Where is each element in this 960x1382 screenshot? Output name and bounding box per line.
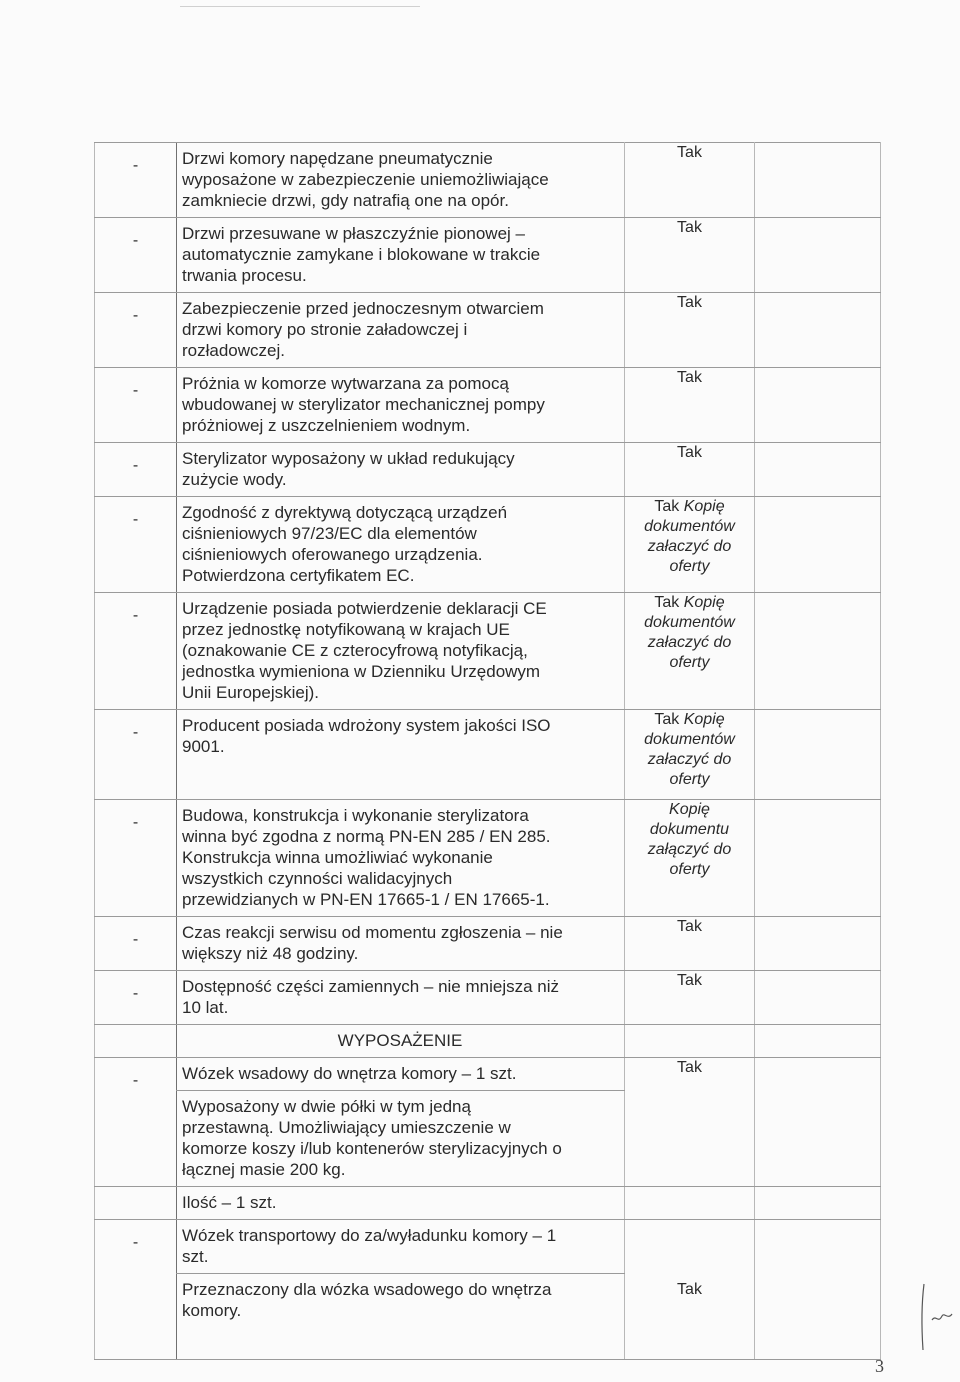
table-row — [95, 443, 881, 497]
requirement-description — [177, 497, 625, 593]
table-row — [95, 143, 881, 218]
empty-cell — [625, 1025, 755, 1058]
compliance-value — [625, 497, 755, 593]
text-line: łącznej masie 200 kg. — [182, 1160, 346, 1179]
bullet-dash: - — [95, 710, 177, 800]
compliance-value — [625, 443, 755, 497]
text-line: Zabezpieczenie przed jednoczesnym otwarciem — [182, 299, 544, 318]
text-line: Tak — [677, 369, 702, 386]
table-row — [95, 1220, 881, 1274]
text-line: oferty — [669, 771, 710, 788]
bullet-dash: - — [95, 443, 177, 497]
empty-cell — [755, 800, 881, 917]
text-line: oferty — [669, 654, 710, 671]
text-line: drzwi komory po stronie załadowczej i — [182, 320, 468, 339]
text-line: Zgodność z dyrektywą dotyczącą urządzeń — [182, 503, 508, 522]
text-line: ciśnieniowych oferowanego urządzenia. — [182, 545, 483, 564]
text-line: Tak — [677, 294, 702, 311]
text-line: Dostępność części zamiennych – nie mniejsza niż — [182, 977, 560, 996]
section-heading-row — [95, 1025, 881, 1058]
bullet-dash: - — [95, 368, 177, 443]
text-line: Tak Kopię — [654, 498, 725, 515]
empty-cell — [755, 497, 881, 593]
requirement-description — [177, 593, 625, 710]
text-line: trwania procesu. — [182, 266, 307, 285]
text-line: przez jednostkę notyfikowaną w krajach UE — [182, 620, 510, 639]
table-row — [95, 1187, 881, 1220]
text-line: szt. — [182, 1247, 209, 1266]
text-line: winna być zgodna z normą PN-EN 285 / EN 285. — [182, 827, 551, 846]
table-row — [95, 368, 881, 443]
table-row — [95, 800, 881, 917]
compliance-value: Tak — [625, 1058, 755, 1187]
bullet-dash: - — [95, 497, 177, 593]
empty-cell — [755, 593, 881, 710]
compliance-value — [625, 368, 755, 443]
table-row — [95, 971, 881, 1025]
compliance-value — [625, 971, 755, 1025]
compliance-value — [625, 293, 755, 368]
text-line: wszystkich czynności walidacyjnych — [182, 869, 453, 888]
text-line: Wózek transportowy do za/wyładunku komory – 1 — [182, 1226, 557, 1245]
table-row — [95, 710, 881, 800]
empty-cell — [755, 1220, 881, 1360]
text-line: załaczyć do — [647, 751, 732, 768]
empty-cell — [755, 971, 881, 1025]
empty-cell — [755, 218, 881, 293]
empty-cell — [755, 368, 881, 443]
text-line: Drzwi przesuwane w płaszczyźnie pionowej – — [182, 224, 525, 243]
equipment-description — [177, 1274, 625, 1360]
table-row — [95, 293, 881, 368]
empty-cell — [755, 1187, 881, 1220]
requirement-description — [177, 368, 625, 443]
text-line: Tak — [677, 219, 702, 236]
empty-cell — [755, 293, 881, 368]
text-line: przewidzianych w PN-EN 17665-1 / EN 17665-1. — [182, 890, 550, 909]
equipment-title: Wózek wsadowy do wnętrza komory – 1 szt. — [177, 1058, 625, 1091]
scan-artifact-line — [180, 6, 420, 7]
text-line: przestawną. Umożliwiający umieszczenie w — [182, 1118, 511, 1137]
empty-cell — [95, 1025, 177, 1058]
requirement-description — [177, 218, 625, 293]
empty-cell — [755, 1025, 881, 1058]
bullet-dash: - — [95, 800, 177, 917]
empty-cell — [755, 917, 881, 971]
bullet-dash: - — [95, 143, 177, 218]
empty-cell — [755, 710, 881, 800]
text-line: komory. — [182, 1301, 242, 1320]
compliance-value — [625, 593, 755, 710]
table-row — [95, 917, 881, 971]
compliance-value: Tak — [625, 1220, 755, 1360]
text-line: dokumentów — [644, 614, 735, 631]
requirement-description — [177, 971, 625, 1025]
text-line: komorze koszy i/lub kontenerów sterylizacyjnych o — [182, 1139, 562, 1158]
text-line: Tak — [677, 918, 702, 935]
text-line: Producent posiada wdrożony system jakości ISO — [182, 716, 551, 735]
section-heading: WYPOSAŻENIE — [177, 1025, 625, 1058]
requirement-description — [177, 710, 625, 800]
text-line: próżniowej z uszczelnieniem wodnym. — [182, 416, 471, 435]
bullet-dash: - — [95, 1058, 177, 1187]
text-line: Unii Europejskiej). — [182, 683, 319, 702]
text-line: Sterylizator wyposażony w układ redukujący — [182, 449, 515, 468]
requirement-description — [177, 443, 625, 497]
text-line: załączyć do — [647, 841, 732, 858]
text-line: ciśnieniowych 97/23/EC dla elementów — [182, 524, 477, 543]
empty-cell — [755, 443, 881, 497]
requirement-description — [177, 800, 625, 917]
page-number: 3 — [875, 1356, 884, 1376]
equipment-description — [177, 1091, 625, 1187]
text-line: automatycznie zamykane i blokowane w trakcie — [182, 245, 541, 264]
text-line: załaczyć do — [647, 634, 732, 651]
equipment-title — [177, 1220, 625, 1274]
text-line: 9001. — [182, 737, 225, 756]
text-line: (oznakowanie CE z czterocyfrową notyfikacją, — [182, 641, 528, 660]
bullet-dash: - — [95, 218, 177, 293]
requirement-description — [177, 143, 625, 218]
text-line: wbudowanej w sterylizator mechanicznej pompy — [182, 395, 545, 414]
text-line: dokumentów — [644, 731, 735, 748]
bullet-dash: - — [95, 293, 177, 368]
text-line: Przeznaczony dla wózka wsadowego do wnętrza — [182, 1280, 552, 1299]
table-row — [95, 1058, 881, 1091]
requirement-description — [177, 293, 625, 368]
requirement-description — [177, 917, 625, 971]
compliance-value — [625, 218, 755, 293]
text-line: Konstrukcja winna umożliwiać wykonanie — [182, 848, 493, 867]
text-line: dokumentu — [649, 821, 730, 838]
signature-mark — [918, 1280, 960, 1360]
text-line: 10 lat. — [182, 998, 229, 1017]
text-line: Urządzenie posiada potwierdzenie deklaracji CE — [182, 599, 547, 618]
text-line: większy niż 48 godziny. — [182, 944, 359, 963]
text-line: Tak — [677, 972, 702, 989]
text-line: Budowa, konstrukcja i wykonanie sterylizatora — [182, 806, 529, 825]
empty-cell — [625, 1187, 755, 1220]
bullet-dash: - — [95, 593, 177, 710]
text-line: oferty — [669, 861, 710, 878]
table-row — [95, 218, 881, 293]
text-line: Tak Kopię — [654, 711, 725, 728]
compliance-value — [625, 800, 755, 917]
bullet-dash: - — [95, 917, 177, 971]
text-line: wyposażone w zabezpieczenie uniemożliwiające — [182, 170, 549, 189]
text-line: załaczyć do — [647, 538, 732, 555]
text-line: Drzwi komory napędzane pneumatycznie — [182, 149, 493, 168]
compliance-value — [625, 710, 755, 800]
text-line: Tak Kopię — [654, 594, 725, 611]
text-line: rozładowczej. — [182, 341, 285, 360]
quantity-line: Ilość – 1 szt. — [177, 1187, 625, 1220]
table-row — [95, 593, 881, 710]
text-line: zamkniecie drzwi, gdy natrafią one na opór. — [182, 191, 509, 210]
bullet-dash: - — [95, 971, 177, 1025]
empty-cell — [755, 143, 881, 218]
text-line: Czas reakcji serwisu od momentu zgłoszenia – nie — [182, 923, 563, 942]
text-line: oferty — [669, 558, 710, 575]
empty-cell — [95, 1187, 177, 1220]
text-line: Potwierdzona certyfikatem EC. — [182, 566, 415, 585]
text-line: Tak — [677, 144, 702, 161]
text-line: Kopię — [669, 801, 710, 818]
empty-cell — [755, 1058, 881, 1187]
text-line: Wyposażony w dwie półki w tym jedną — [182, 1097, 471, 1116]
bullet-dash: - — [95, 1220, 177, 1360]
text-line: Próżnia w komorze wytwarzana za pomocą — [182, 374, 509, 393]
text-line: jednostka wymieniona w Dzienniku Urzędowym — [182, 662, 541, 681]
compliance-value — [625, 917, 755, 971]
text-line: Tak — [677, 444, 702, 461]
table-row — [95, 497, 881, 593]
compliance-value — [625, 143, 755, 218]
text-line: zużycie wody. — [182, 470, 287, 489]
specification-table — [94, 142, 881, 1360]
text-line: dokumentów — [644, 518, 735, 535]
